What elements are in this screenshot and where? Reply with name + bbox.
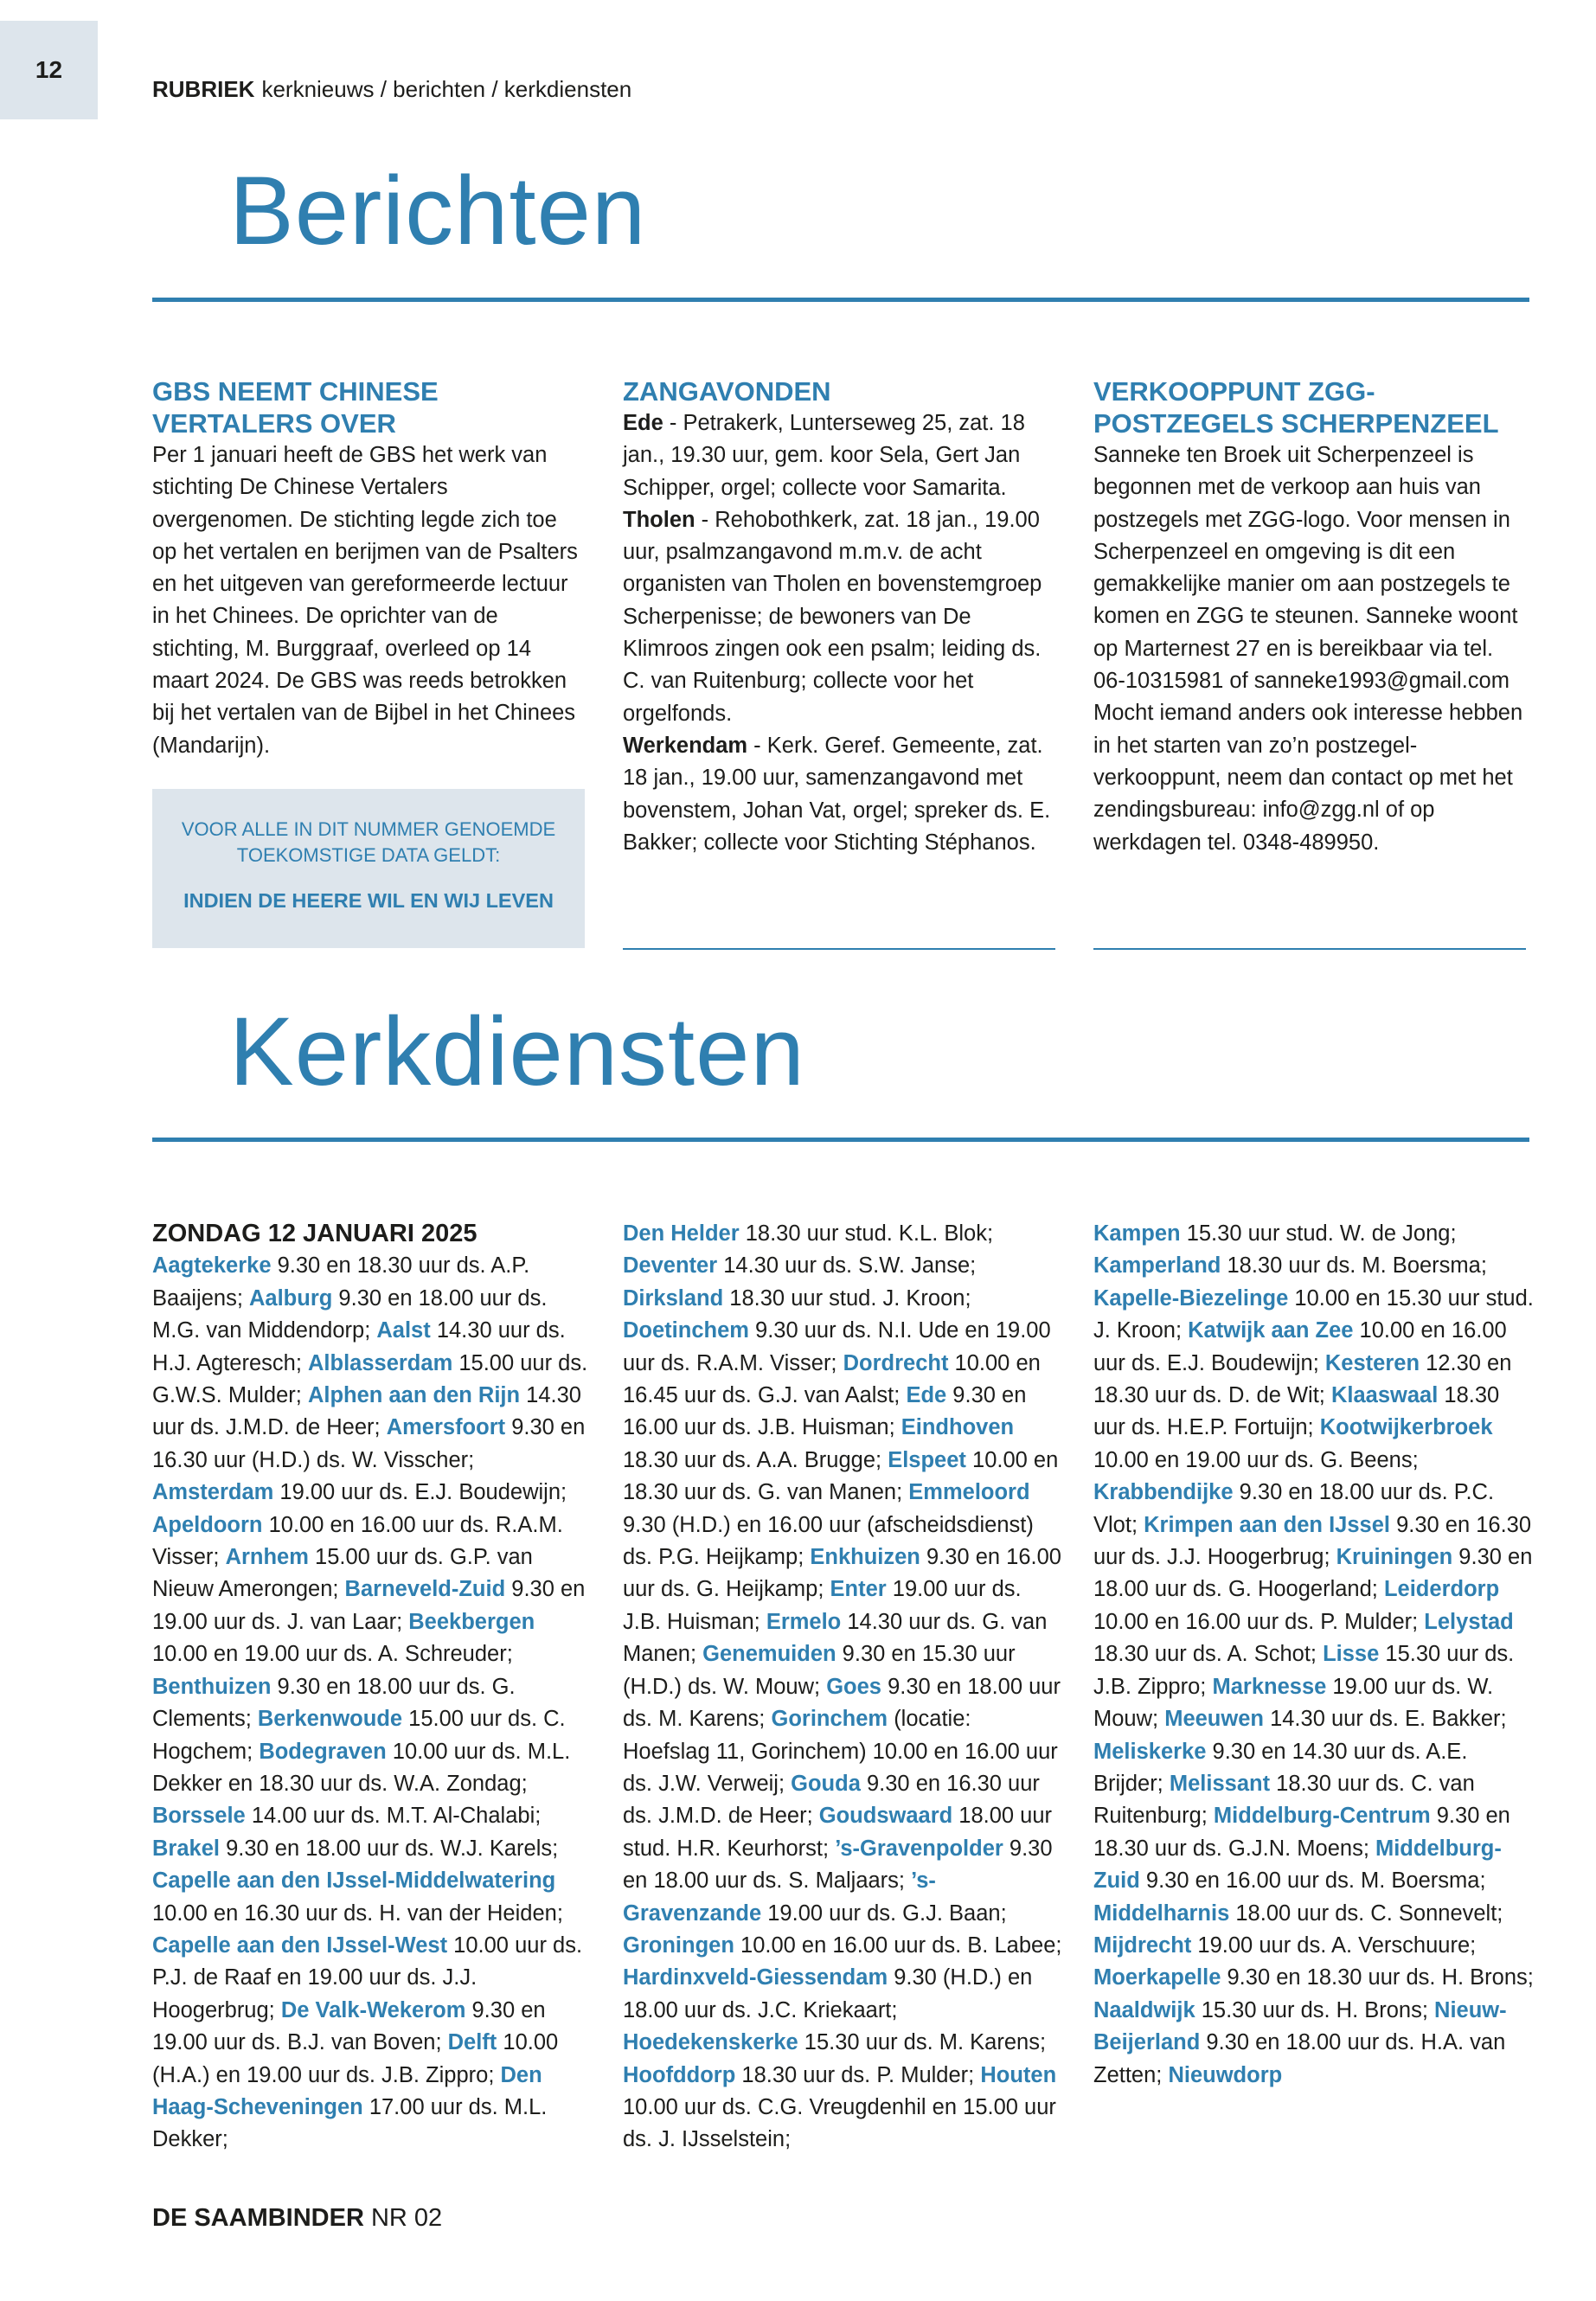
service-place: Kootwijkerbroek — [1319, 1415, 1493, 1440]
service-place: Capelle aan den IJssel-Middelwatering — [152, 1868, 556, 1894]
service-details: 14.30 uur ds. H.J. Agteresch; — [152, 1318, 566, 1375]
services-list-1 — [152, 1250, 593, 2156]
berichten-title: Berichten — [229, 157, 647, 265]
zangavond-entry — [623, 730, 1055, 859]
service-details: 10.00 en 16.00 uur ds. R.A.M. Visser; — [152, 1512, 563, 1570]
service-place: Den Haag-Scheveningen — [152, 2062, 542, 2119]
service-place: Capelle aan den IJssel-West — [152, 1932, 448, 1958]
service-place: Eindhoven — [901, 1415, 1015, 1440]
service-place: Ermelo — [766, 1609, 842, 1634]
service-place: Middelburg-Centrum — [1213, 1804, 1431, 1829]
note-box — [152, 789, 585, 948]
service-details: 18.00 uur ds. C. Sonnevelt; — [1229, 1900, 1503, 1926]
services-list-3 — [1093, 1218, 1535, 2092]
service-details: 19.00 uur ds. J.B. Huisman; — [623, 1577, 1022, 1634]
rubriek-label: RUBRIEK — [152, 76, 255, 102]
service-details: 10.00 en 16.00 uur ds. E.J. Boudewijn; — [1093, 1318, 1507, 1375]
service-details: 10.00 en 15.30 uur stud. J. Kroon; — [1093, 1285, 1534, 1343]
kerkdiensten-rule — [152, 1138, 1529, 1142]
service-details: 9.30 en 18.00 uur ds. M. Karens; — [623, 1674, 1061, 1732]
service-details: 18.30 uur ds. C. van Ruitenburg; — [1093, 1771, 1475, 1829]
service-place: Arnhem — [225, 1545, 309, 1570]
service-place: Marknesse — [1212, 1674, 1327, 1699]
service-details: 15.30 uur ds. M. Karens; — [798, 2030, 1047, 2055]
service-place: Enkhuizen — [810, 1545, 920, 1570]
zangavond-place: Werkendam — [623, 733, 748, 758]
service-details: 19.00 uur ds. W. Mouw; — [1093, 1674, 1494, 1732]
service-details: 9.30 (H.D.) en 18.00 uur ds. J.C. Kriekaart; — [623, 1965, 1033, 2022]
zangavond-place: Ede — [623, 411, 663, 435]
service-details: 18.00 uur stud. H.R. Keurhorst; — [623, 1804, 1053, 1861]
article-zangavonden — [623, 375, 1055, 859]
service-place: Klaaswaal — [1330, 1383, 1439, 1408]
service-place: Alblasserdam — [308, 1350, 453, 1375]
service-place: Den Helder — [623, 1221, 740, 1246]
service-details: 10.00 en 18.30 uur ds. G. van Manen; — [623, 1447, 1059, 1505]
service-details: 15.30 uur ds. H. Brons; — [1195, 1997, 1435, 2022]
service-details: 18.30 uur ds. M. Boersma; — [1221, 1253, 1487, 1279]
service-details: 9.30 en 19.00 uur ds. J. van Laar; — [152, 1577, 586, 1634]
service-place: Barneveld-Zuid — [344, 1577, 506, 1602]
service-place: Enter — [830, 1577, 887, 1602]
service-place: Goes — [826, 1674, 881, 1699]
service-details: 9.30 en 14.30 uur ds. A.E. Brijder; — [1093, 1739, 1468, 1796]
services-column-2 — [623, 1218, 1064, 2157]
kerkdiensten-title: Kerkdiensten — [229, 997, 805, 1106]
service-details: 15.30 uur stud. W. de Jong; — [1180, 1221, 1457, 1246]
service-place: ’s-Gravenpolder — [835, 1836, 1003, 1861]
service-details: 9.30 en 16.00 uur ds. G. Heijkamp; — [623, 1545, 1061, 1602]
services-column-3 — [1093, 1218, 1535, 2092]
service-place: Amsterdam — [152, 1480, 274, 1505]
service-details: 17.00 uur ds. M.L. Dekker; — [152, 2094, 548, 2152]
service-place: Amersfoort — [386, 1415, 506, 1440]
article-gbs-body: Per 1 januari heeft de GBS het werk van stichting De Chinese Vertalers overgenomen. De stichting legde zich toe op het vertalen en berijmen van de Psalters en het uitgeven van gereformeerde lectuur in het Chinees. De oprichter van de stichting, M. Burggraaf, overleed op 14 maart 2024. De GBS was reeds betrokken bij het vertalen van de Bijbel in het Chinees (Mandarijn). — [152, 443, 578, 758]
article-gbs-heading: GBS NEEMT CHINESE VERTALERS OVER — [152, 376, 439, 439]
service-place: Gorinchem — [771, 1707, 888, 1732]
service-place: Deventer — [623, 1253, 718, 1279]
rubriek-header — [152, 76, 631, 103]
service-place: Hardinxveld-Giessendam — [623, 1965, 888, 1990]
note-box-line2: INDIEN DE HEERE WIL EN WIJ LEVEN — [183, 889, 554, 912]
service-details: 10.00 uur ds. M.L. Dekker en 18.30 uur ds. W.A. Zondag; — [152, 1739, 571, 1796]
service-place: Aalst — [376, 1318, 431, 1343]
service-place: Goudswaard — [818, 1804, 953, 1829]
service-details: 9.30 en 18.00 uur ds. W.J. Karels; — [219, 1836, 559, 1861]
service-details: 19.00 uur ds. A. Verschuure; — [1191, 1932, 1477, 1958]
service-details: 15.00 uur ds. G.W.S. Mulder; — [152, 1350, 588, 1408]
service-details: 19.00 uur ds. G.J. Baan; — [761, 1900, 1007, 1926]
zangavond-text: - Kerk. Geref. Gemeente, zat. 18 jan., 19.00 uur, samenzangavond met bovenstem, Johan Vat, orgel; spreker ds. E. Bakker; collecte voor Stichting Stéphanos. — [623, 733, 1051, 855]
zangavond-text: - Rehobothkerk, zat. 18 jan., 19.00 uur, psalmzangavond m.m.v. de acht organisten van Tholen en bovenstemgroep Scherpenisse; de bewoners van De Klimroos zingen ook een psalm; leiding ds. C. van Ruitenburg; collecte voor het orgelfonds. — [623, 507, 1042, 726]
service-details: 9.30 en 18.30 uur ds. A.P. Baaijens; — [152, 1253, 530, 1311]
service-details: 9.30 en 16.30 uur (H.D.) ds. W. Visscher; — [152, 1415, 586, 1472]
service-place: Kamperland — [1093, 1253, 1221, 1279]
service-place: Apeldoorn — [152, 1512, 263, 1537]
service-place: Nieuw-Beijerland — [1093, 1997, 1507, 2055]
service-place: Groningen — [623, 1932, 734, 1958]
service-place: De Valk-Wekerom — [280, 1997, 466, 2022]
service-details: 15.30 uur ds. J.B. Zippro; — [1093, 1642, 1515, 1699]
service-place: Mijdrecht — [1093, 1932, 1192, 1958]
service-details: 9.30 (H.D.) en 16.00 uur (afscheidsdienst) ds. P.G. Heijkamp; — [623, 1512, 1034, 1570]
service-place: Doetinchem — [623, 1318, 749, 1343]
service-details: 12.30 en 18.30 uur ds. D. de Wit; — [1093, 1350, 1512, 1408]
service-place: Bodegraven — [259, 1739, 387, 1764]
article-zgg-body: Sanneke ten Broek uit Scherpenzeel is begonnen met de verkoop aan huis van postzegels met ZGG-logo. Voor mensen in Scherpenzeel en omgeving is dit een gemakkelijke manier om aan postzegels te komen en ZGG te steunen. Sanneke woont op Marternest 27 en is bereikbaar via tel. 06-10315981 of sanneke1993@gmail.com Mocht iemand anders ook interesse hebben in het starten van zo’n postzegel-verkooppunt, neem dan contact op met het zendingsbureau: info@zgg.nl of op werkdagen tel. 0348-489950. — [1093, 443, 1523, 855]
service-details: 10.00 en 19.00 uur ds. A. Schreuder; — [152, 1642, 513, 1667]
service-place: Borssele — [152, 1804, 246, 1829]
zangavond-entry — [623, 407, 1055, 504]
service-details: 18.30 uur ds. P. Mulder; — [735, 2062, 981, 2087]
service-details: 19.00 uur ds. E.J. Boudewijn; — [273, 1480, 567, 1505]
service-details: 9.30 en 15.30 uur (H.D.) ds. W. Mouw; — [623, 1642, 1016, 1699]
zangavond-place: Tholen — [623, 507, 695, 532]
service-place: Beekbergen — [408, 1609, 535, 1634]
service-details: 10.00 en 16.00 uur ds. P. Mulder; — [1093, 1609, 1425, 1634]
service-details: 10.00 en 16.45 uur ds. G.J. van Aalst; — [623, 1350, 1041, 1408]
service-details: 9.30 en 18.00 uur ds. G. Hoogerland; — [1093, 1545, 1533, 1602]
service-place: Gouda — [791, 1771, 861, 1796]
service-place: Krimpen aan den IJssel — [1144, 1512, 1390, 1537]
service-place: Krabbendijke — [1093, 1480, 1234, 1505]
article-zgg-heading: VERKOOPPUNT ZGG-POSTZEGELS SCHERPENZEEL — [1093, 376, 1499, 439]
service-place: Katwijk aan Zee — [1188, 1318, 1354, 1343]
service-place: Alphen aan den Rijn — [307, 1383, 521, 1408]
service-details: 9.30 en 18.00 uur ds. H.A. van Zetten; — [1093, 2030, 1506, 2087]
service-place: Nieuwdorp — [1168, 2062, 1283, 2087]
service-details: 9.30 en 18.30 uur ds. H. Brons; — [1221, 1965, 1534, 1990]
service-details: 10.00 uur ds. P.J. de Raaf en 19.00 uur ds. J.J. Hoogerbrug; — [152, 1932, 583, 2022]
service-details: 10.00 en 16.30 uur ds. H. van der Heiden; — [152, 1900, 563, 1926]
page-number: 12 — [0, 21, 98, 119]
service-place: Delft — [447, 2030, 497, 2055]
service-details: 9.30 en 18.00 uur ds. P.C. Vlot; — [1093, 1480, 1495, 1537]
service-details: 9.30 en 18.30 uur ds. G.J.N. Moens; — [1093, 1804, 1510, 1861]
service-details: 10.00 en 16.00 uur ds. B. Labee; — [734, 1932, 1062, 1958]
service-place: ’s-Gravenzande — [623, 1868, 936, 1926]
service-details: 9.30 en 18.00 uur ds. M.G. van Middendorp; — [152, 1285, 548, 1343]
service-place: Hoofddorp — [623, 2062, 736, 2087]
service-place: Ede — [906, 1383, 947, 1408]
service-place: Brakel — [152, 1836, 220, 1861]
service-details: (locatie: Hoefslag 11, Gorinchem) 10.00 en 16.00 uur ds. J.W. Verweij; — [623, 1707, 1058, 1796]
service-details: 15.00 uur ds. C. Hogchem; — [152, 1707, 566, 1764]
service-details: 10.00 (H.A.) en 19.00 uur ds. J.B. Zippro; — [152, 2030, 559, 2087]
service-place: Berkenwoude — [257, 1707, 403, 1732]
footer-issue: NR 02 — [370, 2204, 443, 2232]
service-details: 15.00 uur ds. G.P. van Nieuw Amerongen; — [152, 1545, 533, 1602]
service-place: Kruiningen — [1336, 1545, 1453, 1570]
service-details: 14.30 uur ds. S.W. Janse; — [717, 1253, 977, 1279]
service-details: 14.30 uur ds. E. Bakker; — [1263, 1707, 1507, 1732]
berichten-rule — [152, 298, 1529, 302]
service-details: 10.00 en 19.00 uur ds. G. Beens; — [1093, 1447, 1419, 1472]
service-details: 14.30 uur ds. J.M.D. de Heer; — [152, 1383, 581, 1440]
article-zangavonden-heading: ZANGAVONDEN — [623, 376, 831, 407]
service-place: Middelharnis — [1093, 1900, 1230, 1926]
service-place: Lelystad — [1424, 1609, 1514, 1634]
service-place: Lisse — [1323, 1642, 1380, 1667]
services-column-1 — [152, 1218, 593, 2157]
zangavond-text: - Petrakerk, Lunterseweg 25, zat. 18 jan., 19.30 uur, gem. koor Sela, Gert Jan Schipper, orgel; collecte voor Samarita. — [623, 411, 1025, 500]
article-zgg — [1093, 375, 1526, 859]
service-place: Aalburg — [249, 1285, 333, 1311]
column-divider — [623, 948, 1055, 950]
rubriek-path: kerknieuws / berichten / kerkdiensten — [261, 76, 632, 102]
service-place: Kapelle-Biezelinge — [1093, 1285, 1289, 1311]
services-list-2 — [623, 1218, 1064, 2157]
service-place: Dordrecht — [843, 1350, 949, 1375]
service-details: 14.30 uur ds. G. van Manen; — [623, 1609, 1048, 1667]
service-place: Middelburg-Zuid — [1093, 1836, 1502, 1894]
service-place: Kesteren — [1324, 1350, 1420, 1375]
service-place: Meeuwen — [1164, 1707, 1264, 1732]
service-details: 9.30 uur ds. N.I. Ude en 19.00 uur ds. R.A.M. Visser; — [623, 1318, 1051, 1375]
service-place: Naaldwijk — [1093, 1997, 1195, 2022]
service-place: Moerkapelle — [1093, 1965, 1221, 1990]
service-place: Elspeet — [888, 1447, 966, 1472]
footer-brand: DE SAAMBINDER — [152, 2204, 364, 2232]
service-place: Benthuizen — [152, 1674, 272, 1699]
service-details: 9.30 en 16.30 uur ds. J.J. Hoogerbrug; — [1093, 1512, 1532, 1570]
service-place: Meliskerke — [1093, 1739, 1207, 1764]
service-details: 9.30 en 18.00 uur ds. S. Maljaars; — [623, 1836, 1053, 1894]
service-place: Hoedekenskerke — [623, 2030, 798, 2055]
note-box-line1: VOOR ALLE IN DIT NUMMER GENOEMDE TOEKOMSTIGE DATA GELDT: — [181, 818, 556, 866]
service-details: 18.30 uur ds. H.E.P. Fortuijn; — [1093, 1383, 1500, 1440]
service-place: Emmeloord — [908, 1480, 1030, 1505]
service-place: Melissant — [1169, 1771, 1271, 1796]
service-place: Leiderdorp — [1383, 1577, 1500, 1602]
article-gbs — [152, 375, 585, 762]
service-details: 18.30 uur ds. A.A. Brugge; — [623, 1447, 888, 1472]
service-details: 9.30 en 18.00 uur ds. G. Clements; — [152, 1674, 516, 1732]
service-place: Dirksland — [623, 1285, 724, 1311]
service-details: 18.30 uur stud. K.L. Blok; — [739, 1221, 994, 1246]
service-place: Houten — [980, 2062, 1057, 2087]
service-date: ZONDAG 12 JANUARI 2025 — [152, 1220, 478, 1247]
service-details: 18.30 uur ds. A. Schot; — [1093, 1642, 1324, 1667]
zangavond-entry — [623, 504, 1055, 730]
service-details: 9.30 en 16.00 uur ds. J.B. Huisman; — [623, 1383, 1027, 1440]
service-details: 9.30 en 16.30 uur ds. J.M.D. de Heer; — [623, 1771, 1040, 1829]
service-place: Aagtekerke — [152, 1253, 272, 1279]
service-details: 10.00 uur ds. C.G. Vreugdenhil en 15.00 uur ds. J. IJsselstein; — [623, 2094, 1056, 2152]
service-details: 18.30 uur stud. J. Kroon; — [723, 1285, 971, 1311]
service-place: Kampen — [1093, 1221, 1181, 1246]
service-details: 14.00 uur ds. M.T. Al-Chalabi; — [245, 1804, 542, 1829]
service-place: Genemuiden — [702, 1642, 836, 1667]
footer — [152, 2204, 442, 2233]
column-divider — [1093, 948, 1526, 950]
service-details: 9.30 en 16.00 uur ds. M. Boersma; — [1139, 1868, 1486, 1894]
service-details: 9.30 en 19.00 uur ds. B.J. van Boven; — [152, 1997, 546, 2055]
